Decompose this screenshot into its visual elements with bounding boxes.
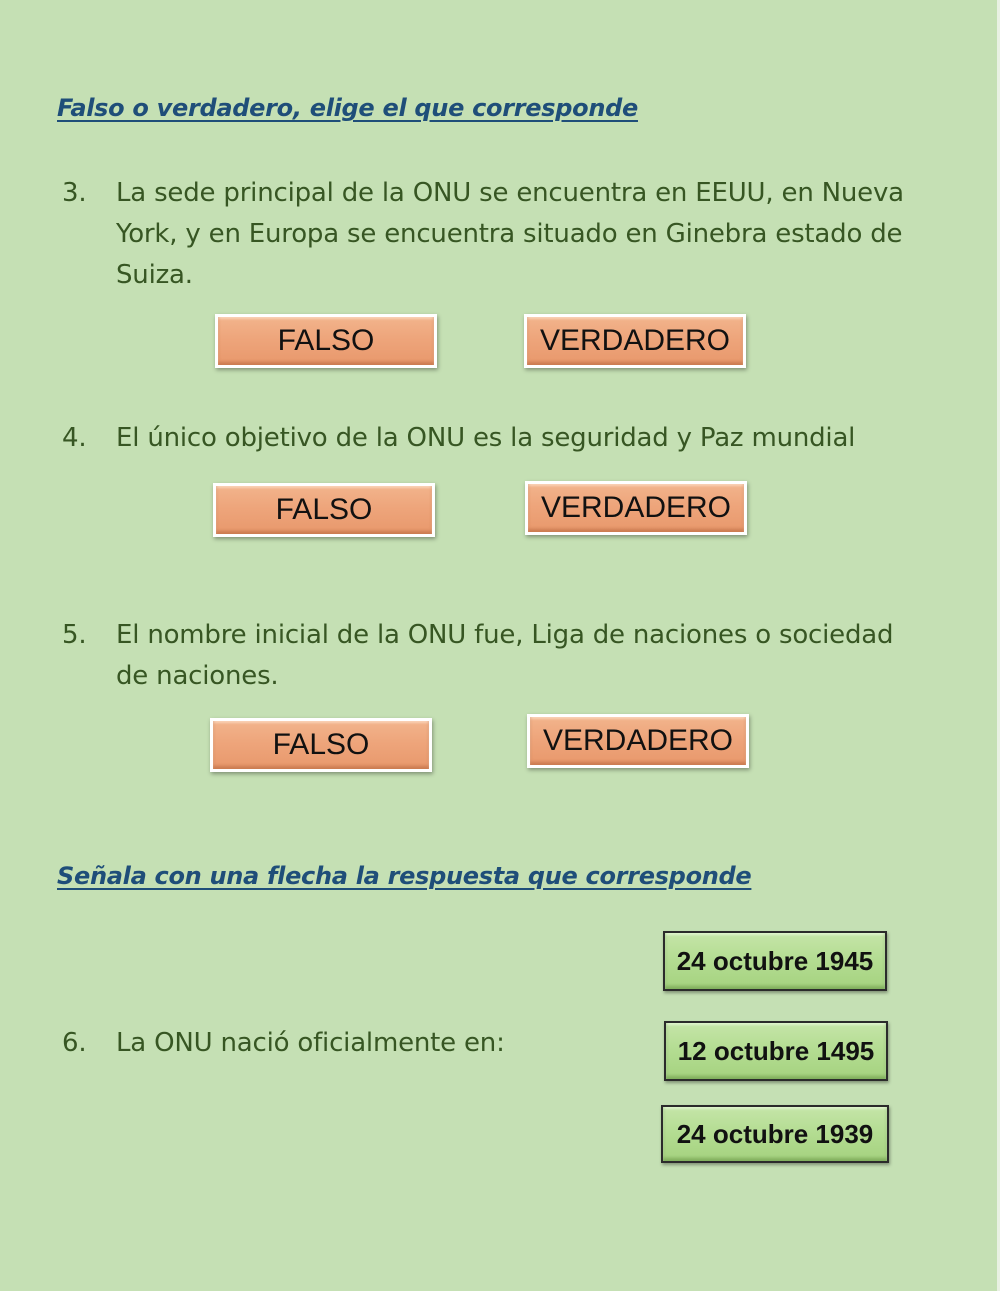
question-6: [62, 1023, 582, 1064]
q5-falso-button[interactable]: FALSO: [210, 718, 432, 772]
section-heading-true-false: Falso o verdadero, elige el que corresponde: [57, 94, 638, 122]
question-number: 6.: [62, 1028, 87, 1058]
question-3: [62, 173, 932, 296]
question-number: 3.: [62, 178, 87, 208]
q3-falso-button[interactable]: FALSO: [215, 314, 437, 368]
section-heading-arrow-match: Señala con una flecha la respuesta que corresponde: [57, 862, 752, 890]
question-text: El nombre inicial de la ONU fue, Liga de naciones o sociedad de naciones.: [116, 620, 894, 691]
question-text: La sede principal de la ONU se encuentra en EEUU, en Nueva York, y en Europa se encuentra situado en Ginebra estado de Suiza.: [116, 178, 904, 290]
q3-verdadero-button[interactable]: VERDADERO: [524, 314, 746, 368]
question-text: La ONU nació oficialmente en:: [116, 1028, 505, 1058]
q6-option-1945-button[interactable]: 24 octubre 1945: [663, 931, 887, 991]
q6-option-1939-button[interactable]: 24 octubre 1939: [661, 1105, 889, 1163]
question-text: El único objetivo de la ONU es la seguridad y Paz mundial: [116, 423, 856, 453]
question-5: [62, 615, 932, 697]
q4-falso-button[interactable]: FALSO: [213, 483, 435, 537]
question-number: 5.: [62, 620, 87, 650]
question-number: 4.: [62, 423, 87, 453]
question-4: [62, 418, 932, 459]
q5-verdadero-button[interactable]: VERDADERO: [527, 714, 749, 768]
q6-option-1495-button[interactable]: 12 octubre 1495: [664, 1021, 888, 1081]
q4-verdadero-button[interactable]: VERDADERO: [525, 481, 747, 535]
